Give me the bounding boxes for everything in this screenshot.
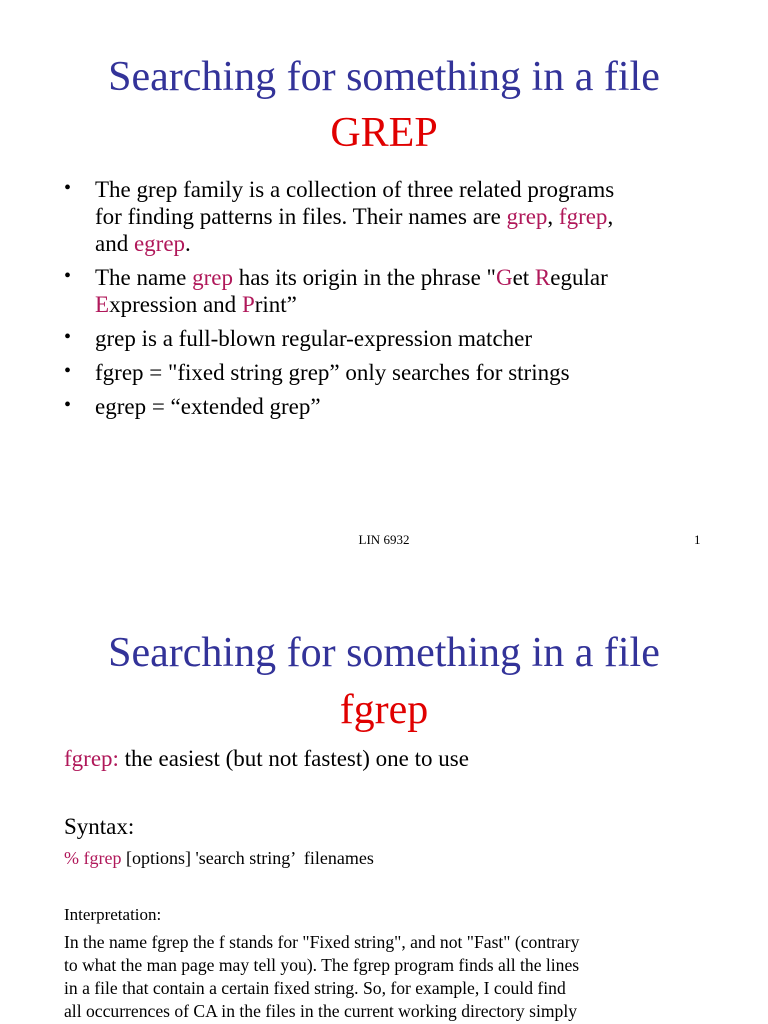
bullet-text: The grep family is a collection of three related programs <box>95 177 615 202</box>
acronym-letter-p: P <box>241 292 255 317</box>
bullet-item <box>64 176 724 257</box>
interpretation-label: Interpretation: <box>64 905 162 924</box>
bullet-text: et <box>512 265 535 290</box>
bullet-text: grep is a full-blown regular-expression matcher <box>95 326 533 351</box>
bullet-item <box>64 325 724 352</box>
bullet-text: and <box>95 231 134 256</box>
syntax-command <box>64 848 374 869</box>
keyword-grep: grep <box>192 265 233 290</box>
bullet-text: , <box>547 204 559 229</box>
slide-2-subtitle: fgrep <box>339 687 429 733</box>
bullet-text: fgrep = "fixed string grep” only searches for strings <box>95 360 570 385</box>
keyword-egrep: egrep <box>133 231 186 256</box>
bullet-item <box>64 264 724 318</box>
slide-1-bullet-list <box>64 176 724 427</box>
paragraph-line: in a file that contain a certain fixed string. So, for example, I could find <box>64 978 566 998</box>
slide-2-title: Searching for something in a file <box>108 630 660 676</box>
command-args: [options] 'search string’ filenames <box>121 848 374 868</box>
paragraph-line: In the name fgrep the f stands for "Fixed string", and not "Fast" (contrary <box>64 932 580 952</box>
slide-footer-course: LIN 6932 <box>358 532 410 547</box>
keyword-grep: grep <box>506 204 548 229</box>
intro-line <box>64 746 469 772</box>
paragraph-line: all occurrences of CA in the files in the current working directory simply <box>64 1001 578 1021</box>
bullet-text: has its origin in the phrase " <box>232 265 496 290</box>
bullet-icon: • <box>64 326 72 348</box>
acronym-letter-e: E <box>95 292 110 317</box>
bullet-text: The name <box>95 265 193 290</box>
slide-1-title: Searching for something in a file <box>108 54 660 100</box>
interpretation-paragraph <box>64 931 704 1023</box>
bullet-text: . <box>185 231 191 256</box>
bullet-icon: • <box>64 394 72 416</box>
bullet-item <box>64 393 724 420</box>
keyword-fgrep: fgrep <box>558 204 608 229</box>
bullet-icon: • <box>64 360 72 382</box>
acronym-letter-g: G <box>495 265 513 290</box>
bullet-text: for finding patterns in files. Their names are <box>95 204 507 229</box>
slide-page-number: 1 <box>694 532 701 547</box>
bullet-text: rint” <box>254 292 297 317</box>
bullet-text: xpression and <box>109 292 242 317</box>
paragraph-line: to what the man page may tell you). The fgrep program finds all the lines <box>64 955 580 975</box>
bullet-text: egrep = “extended grep” <box>95 394 321 419</box>
bullet-item <box>64 359 724 386</box>
command-keyword: % fgrep <box>64 848 122 868</box>
intro-text: the easiest (but not fastest) one to use <box>118 746 469 771</box>
acronym-letter-r: R <box>534 265 551 290</box>
syntax-label: Syntax: <box>64 814 135 839</box>
keyword-fgrep: fgrep: <box>64 746 119 771</box>
bullet-text: egular <box>550 265 608 290</box>
slide-1-subtitle: GREP <box>330 110 438 156</box>
slide-2 <box>0 600 768 1024</box>
bullet-icon: • <box>64 177 72 199</box>
bullet-text: , <box>607 204 614 229</box>
bullet-icon: • <box>64 265 72 287</box>
